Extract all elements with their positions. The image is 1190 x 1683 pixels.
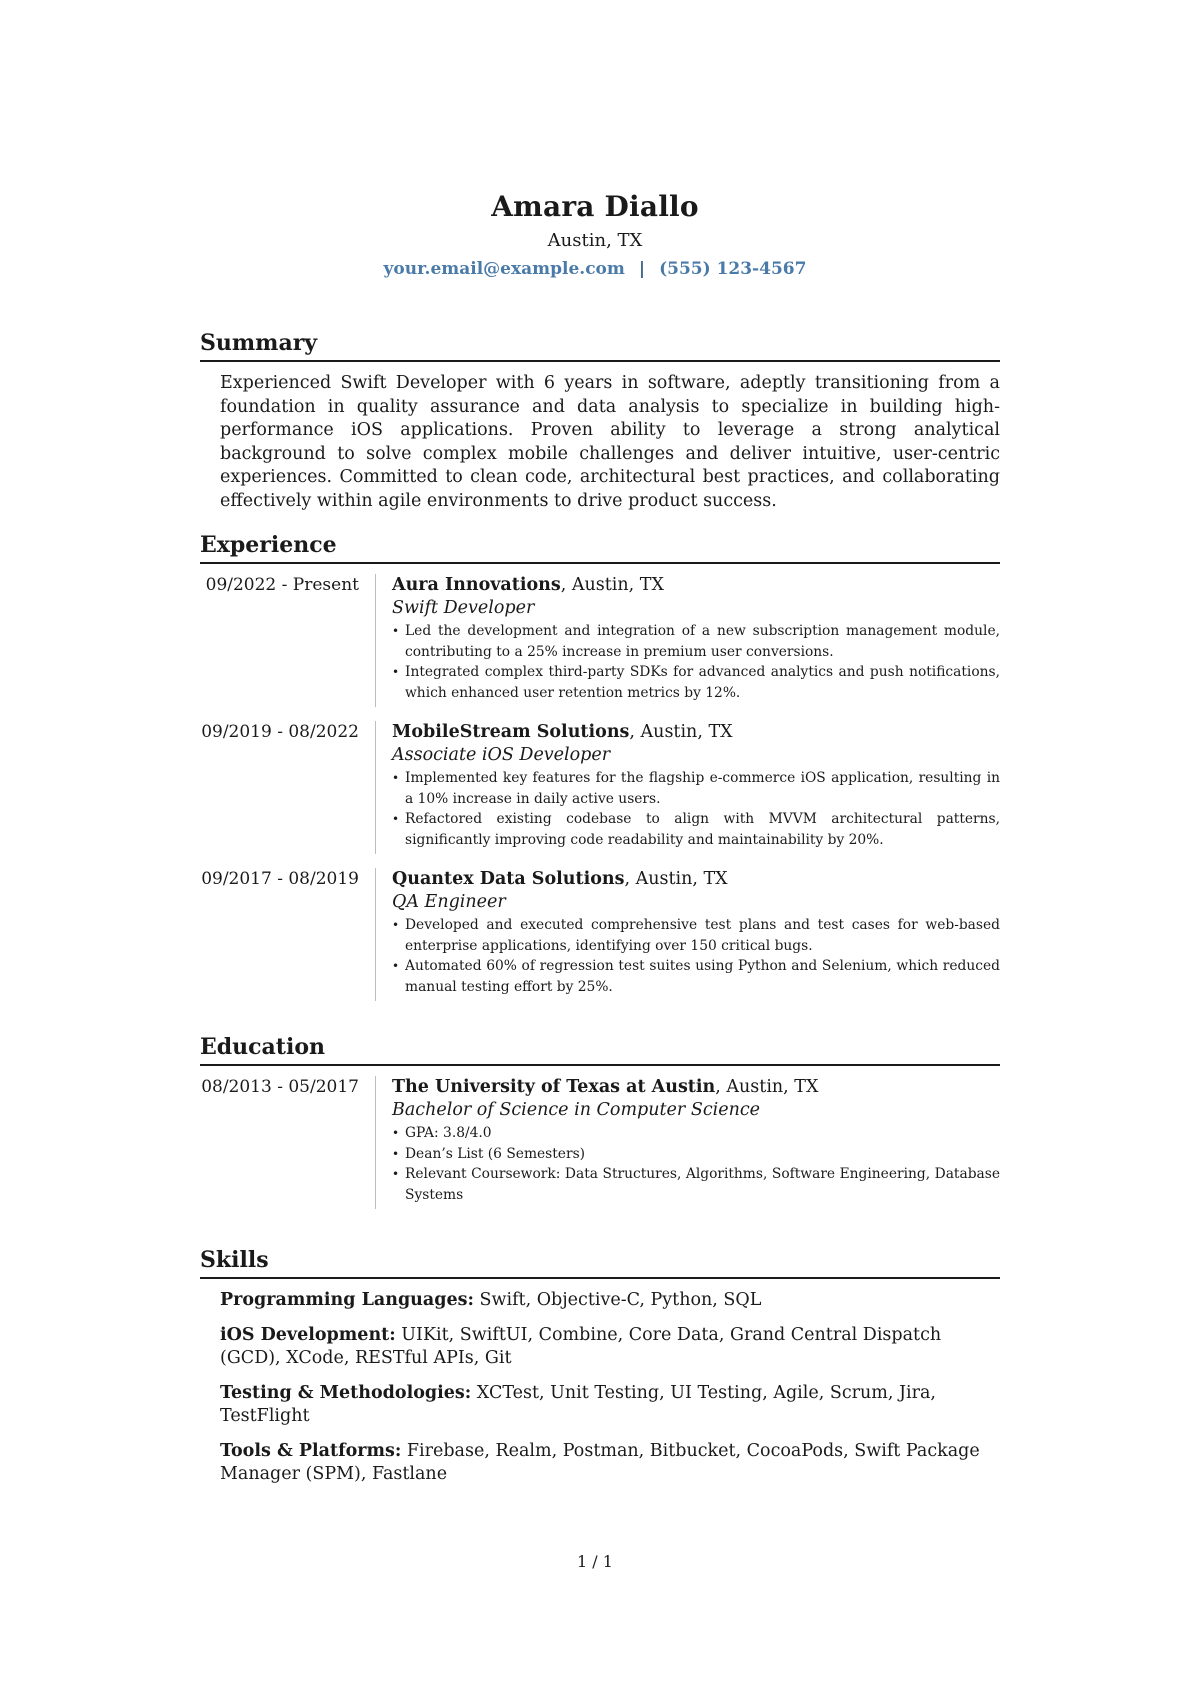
company-name: Aura Innovations [392, 575, 561, 595]
entry-organization [392, 868, 1000, 891]
email-link[interactable]: your.email@example.com [383, 259, 625, 279]
entry-body [375, 1076, 1000, 1209]
entry-body [375, 868, 1000, 1001]
skill-label: Programming Languages: [220, 1290, 474, 1310]
section-title-skills: Skills [200, 1245, 1000, 1279]
bullet-item: • Implemented key features for the flagship e-commerce iOS application, resulting in a 10% increase in daily active users. [392, 768, 1000, 809]
skill-label: iOS Development: [220, 1324, 396, 1345]
entry-date: 09/2019 - 08/2022 [201, 722, 359, 742]
bullet-item: • Integrated complex third-party SDKs for advanced analytics and push notifications, which enhanced user retention metrics by 12%. [392, 662, 1000, 703]
bullet-list [392, 1123, 1000, 1205]
entry-date: 09/2022 - Present [205, 575, 359, 595]
section-title-education: Education [200, 1032, 1000, 1066]
summary-text: Experienced Swift Developer with 6 years in software, adeptly transitioning from a foundation in quality assurance and data analysis to specialize in building high-performance iOS applications. Proven ability to leverage a strong analytical background to solve complex mobile challenges and deliver intuitive, user-centric experiences. Committed to clean code, architectural best practices, and collaborating effectively within agile environments to drive product success. [220, 373, 1000, 511]
skill-value: Swift, Objective-C, Python, SQL [473, 1290, 762, 1310]
skills-list [220, 1289, 1000, 1487]
section-title-experience: Experience [200, 530, 1000, 564]
experience-entry [200, 574, 1000, 707]
education-entry [200, 1076, 1000, 1209]
candidate-location: Austin, TX [547, 230, 643, 251]
company-location: , Austin, TX [560, 575, 664, 595]
entry-date: 08/2013 - 05/2017 [201, 1077, 359, 1097]
degree-title: Bachelor of Science in Computer Science [392, 1100, 761, 1120]
job-title: Associate iOS Developer [392, 745, 611, 765]
skill-line [220, 1289, 1000, 1313]
summary-section [200, 328, 1000, 513]
section-title-summary: Summary [200, 328, 1000, 362]
contact-line [0, 256, 1190, 282]
entry-organization [392, 574, 1000, 597]
school-location: , Austin, TX [715, 1077, 819, 1097]
entry-organization [392, 721, 1000, 744]
job-title: Swift Developer [392, 598, 535, 618]
entry-date: 09/2017 - 08/2019 [201, 869, 359, 889]
job-title: QA Engineer [392, 892, 506, 912]
candidate-name: Amara Diallo [491, 190, 699, 223]
bullet-item: • Developed and executed comprehensive test plans and test cases for web-based enterprise applications, identifying over 150 critical bugs. [392, 915, 1000, 956]
page-number: 1 / 1 [577, 1552, 613, 1571]
skill-label: Testing & Methodologies: [220, 1382, 472, 1403]
company-name: MobileStream Solutions [392, 722, 630, 742]
entry-body [375, 721, 1000, 854]
bullet-item: • Refactored existing codebase to align with MVVM architectural patterns, significantly improving code readability and maintainability by 20%. [392, 809, 1000, 850]
resume-header [0, 190, 1190, 282]
company-location: , Austin, TX [624, 869, 728, 889]
bullet-list [392, 621, 1000, 703]
bullet-list [392, 768, 1000, 850]
bullet-item: • Led the development and integration of a new subscription management module, contributing to a 25% increase in premium user conversions. [392, 621, 1000, 662]
skill-line [220, 1440, 1000, 1487]
skill-label: Tools & Platforms: [220, 1440, 402, 1461]
experience-entry [200, 721, 1000, 854]
skills-section [200, 1245, 1000, 1498]
skill-line [220, 1324, 1000, 1371]
skill-value: XCTest, Unit Testing, UI Testing, Agile, Scrum, Jira, TestFlight [220, 1382, 936, 1426]
bullet-item: • Dean’s List (6 Semesters) [392, 1144, 1000, 1165]
contact-separator: | [638, 259, 646, 279]
school-name: The University of Texas at Austin [392, 1077, 716, 1097]
education-section [200, 1032, 1000, 1209]
bullet-item: • Relevant Coursework: Data Structures, Algorithms, Software Engineering, Database Systems [392, 1164, 1000, 1205]
phone-link[interactable]: (555) 123-4567 [659, 259, 807, 279]
experience-entry [200, 868, 1000, 1001]
bullet-item: • Automated 60% of regression test suites using Python and Selenium, which reduced manual testing effort by 25%. [392, 956, 1000, 997]
entry-organization [392, 1076, 1000, 1099]
skill-value: UIKit, SwiftUI, Combine, Core Data, Grand Central Dispatch (GCD), XCode, RESTful APIs, Git [220, 1324, 942, 1368]
skill-line [220, 1382, 1000, 1429]
company-location: , Austin, TX [629, 722, 733, 742]
bullet-item: • GPA: 3.8/4.0 [392, 1123, 1000, 1144]
skill-value: Firebase, Realm, Postman, Bitbucket, CocoaPods, Swift Package Manager (SPM), Fastlane [220, 1440, 980, 1484]
bullet-list [392, 915, 1000, 997]
entry-body [375, 574, 1000, 707]
company-name: Quantex Data Solutions [392, 869, 625, 889]
experience-section [200, 530, 1000, 1001]
